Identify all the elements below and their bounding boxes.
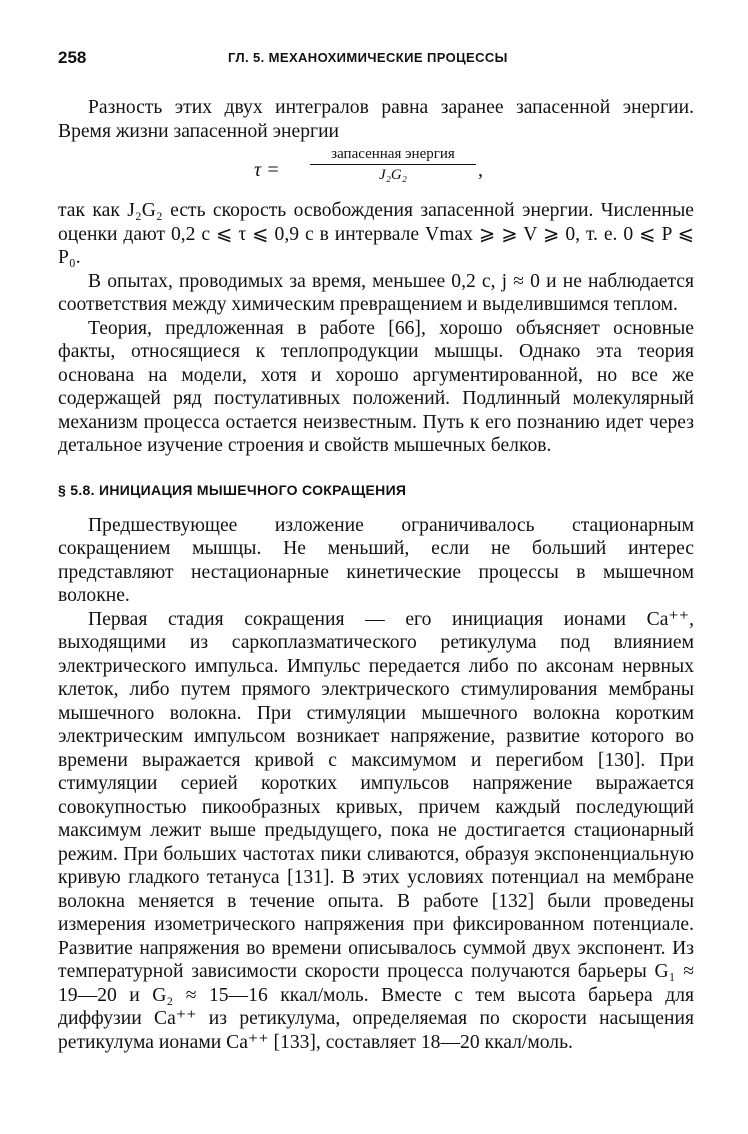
page-number: 258	[58, 48, 87, 67]
paragraph: так как J₂G₂ есть скорость освобождения запасенной энергии. Численные оценки дают 0,2 с ⩽ τ ⩽ 0,9 с в интервале Vmax ⩾ ⩾ V ⩾ 0, т. е. 0 ⩽ P ⩽ P₀.	[58, 200, 694, 268]
page-header	[58, 48, 694, 72]
formula-fraction	[310, 145, 476, 185]
paragraph: Теория, предложенная в работе [66], хорошо объясняет основные факты, относящиеся к теплопродукции мышцы. Однако эта теория основана на модели, хотя и хорошо аргументированной, но все же содержащей ряд постулативных положений. Подлинный молекулярный механизм процесса остается неизвестным. Путь к его познанию идет через детальное изучение строения и свойств мышечных белков.	[58, 317, 694, 456]
formula-denominator: J₂G₂	[379, 167, 407, 183]
paragraph: Разность этих двух интегралов равна заранее запасенной энергии. Время жизни запасенной энергии	[58, 97, 694, 142]
formula-tau	[58, 145, 694, 195]
formula-comma: ,	[478, 159, 483, 181]
section-heading: § 5.8. ИНИЦИАЦИЯ МЫШЕЧНОГО СОКРАЩЕНИЯ	[58, 481, 407, 498]
paragraph: Первая стадия сокращения — его инициация ионами Ca⁺⁺, выходящими из саркоплазматического ретикулума под влиянием электрического импульса. Импульс передается либо по аксонам нервных клеток, либо путем прямого электрического стимулирования мембраны мышечного волокна. При стимуляции мышечного волокна коротким электрическим импульсом возникает напряжение, развитие которого во времени выражается кривой с максимумом и перегибом [130]. При стимуляции серией коротких импульсов напряжение выражается совокупностью пикообразных кривых, причем каждый последующий максимум лежит выше предыдущего, пока не достигается стационарный режим. При больших частотах пики сливаются, образуя экспоненциальную кривую гладкого тетануса [131]. В этих условиях потенциал на мембране волокна меняется в течение опыта. В работе [132] были проведены измерения изометрического напряжения при фиксированном потенциале. Развитие напряжения во времени описывалось суммой двух экспонент. Из температурной зависимости скорости процесса получаются барьеры G₁ ≈ 19—20 и G₂ ≈ 15—16 ккал/моль. Вместе с тем высота барьера для диффузии Ca⁺⁺ из ретикулума, определяемая по скорости насыщения ретикулума ионами Ca⁺⁺ [133], составляет 18—20 ккал/моль.	[58, 608, 694, 1053]
running-title: ГЛ. 5. МЕХАНОХИМИЧЕСКИЕ ПРОЦЕССЫ	[228, 50, 508, 65]
paragraph: Предшествующее изложение ограничивалось стационарным сокращением мышцы. Не меньший, если не больший интерес представляют нестационарные кинетические процессы в мышечном волокне.	[58, 514, 694, 606]
book-page	[58, 48, 694, 1054]
formula-numerator: запасенная энергия	[310, 145, 476, 165]
paragraph: В опытах, проводимых за время, меньшее 0,2 с, j ≈ 0 и не наблюдается соответствия между химическим превращением и выделившимся теплом.	[58, 270, 694, 315]
formula-lhs: τ =	[254, 159, 280, 181]
